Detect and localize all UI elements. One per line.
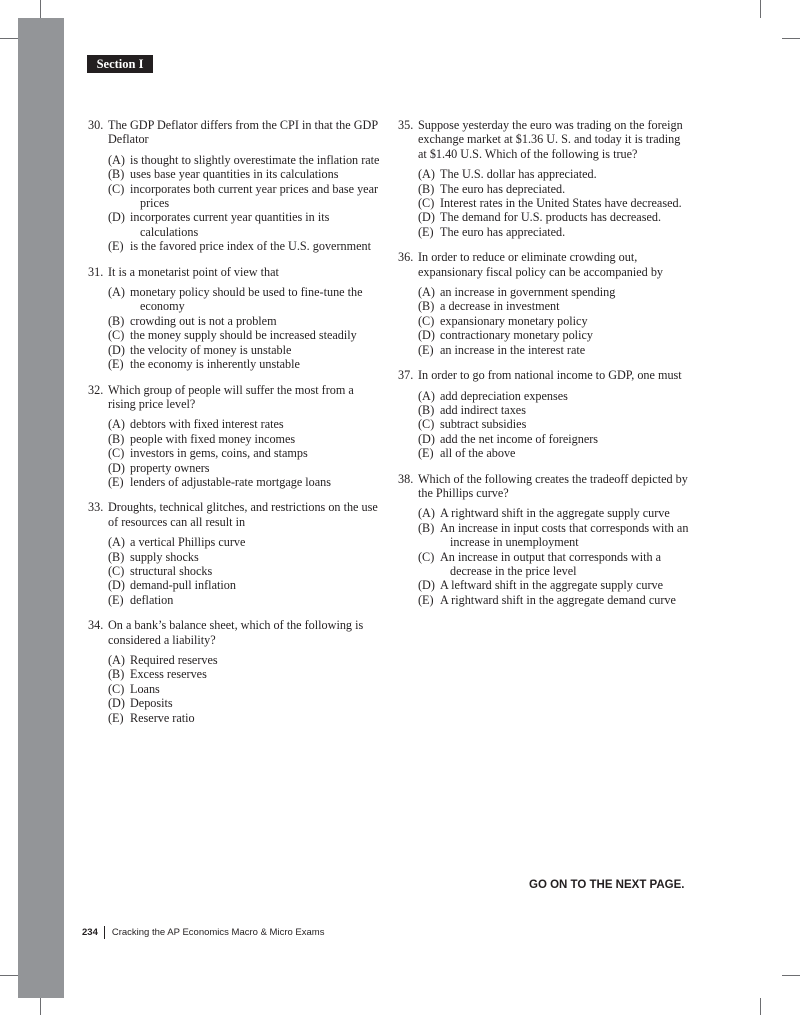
option-text: Deposits [130, 696, 173, 711]
option-text: is the favored price index of the U.S. government [130, 239, 371, 254]
question-34 [88, 618, 380, 725]
section-label: Section I [87, 55, 153, 73]
answer-options [108, 285, 380, 371]
option-text: property owners [130, 460, 210, 475]
left-question-column [88, 118, 380, 736]
answer-option [418, 196, 690, 210]
option-label: (D) [108, 460, 125, 475]
answer-options [108, 417, 380, 489]
option-text: The demand for U.S. products has decreased. [440, 210, 661, 225]
page-margin-bar [18, 18, 64, 998]
option-text: supply shocks [130, 549, 199, 564]
option-label: (A) [418, 285, 435, 300]
option-text: structural shocks [130, 563, 213, 578]
answer-option [108, 593, 380, 607]
answer-option [108, 239, 380, 253]
question-number: 32. [88, 382, 104, 397]
option-label: (A) [108, 152, 125, 167]
crop-mark [782, 975, 800, 976]
question-text: In order to go from national income to GDP, one must [418, 368, 682, 383]
answer-option [418, 403, 690, 417]
question-number: 34. [88, 618, 104, 633]
question-text: In order to reduce or eliminate crowding out, expansionary fiscal policy can be accompanied by [418, 250, 664, 279]
option-text: is thought to slightly overestimate the inflation rate [130, 152, 380, 167]
answer-option [108, 357, 380, 371]
option-text: Reserve ratio [130, 710, 195, 725]
question-text: Droughts, technical glitches, and restrictions on the use of resources can all result in [108, 500, 378, 529]
answer-option [418, 593, 690, 607]
option-label: (C) [108, 681, 125, 696]
question-38 [398, 472, 690, 608]
option-label: (E) [108, 239, 124, 254]
answer-options [108, 153, 380, 254]
question-stem [398, 118, 690, 161]
answer-options [108, 535, 380, 607]
option-label: (A) [418, 167, 435, 182]
option-label: (E) [418, 224, 434, 239]
answer-option [418, 417, 690, 431]
question-text: The GDP Deflator differs from the CPI in that the GDP Deflator [108, 118, 378, 147]
answer-options [418, 167, 690, 239]
answer-option [108, 564, 380, 578]
answer-option [108, 167, 380, 181]
option-text: a decrease in investment [440, 299, 560, 314]
answer-options [418, 506, 690, 607]
answer-option [418, 314, 690, 328]
answer-option [108, 328, 380, 342]
option-label: (E) [108, 592, 124, 607]
page-number: 234 [82, 927, 98, 938]
option-label: (C) [418, 196, 435, 211]
option-label: (D) [418, 210, 435, 225]
question-stem [398, 472, 690, 501]
question-number: 36. [398, 250, 414, 265]
option-label: (B) [108, 431, 125, 446]
question-stem [88, 383, 380, 412]
option-label: (C) [418, 417, 435, 432]
option-label: (D) [418, 578, 435, 593]
option-text: The U.S. dollar has appreciated. [440, 167, 597, 182]
option-text: The euro has appreciated. [440, 224, 566, 239]
question-text: It is a monetarist point of view that [108, 264, 279, 279]
answer-option [108, 285, 380, 314]
answer-options [418, 389, 690, 461]
question-32 [88, 383, 380, 490]
answer-option [418, 328, 690, 342]
question-31 [88, 265, 380, 372]
question-30 [88, 118, 380, 254]
option-text: Loans [130, 681, 160, 696]
answer-option [108, 475, 380, 489]
answer-option [418, 285, 690, 299]
option-text: subtract subsidies [440, 417, 527, 432]
option-label: (B) [108, 549, 125, 564]
option-text: investors in gems, coins, and stamps [130, 446, 308, 461]
option-text: an increase in the interest rate [440, 342, 586, 357]
option-text: An increase in output that corresponds with a decrease in the price level [440, 549, 662, 578]
option-text: A rightward shift in the aggregate supply curve [440, 506, 670, 521]
option-label: (E) [108, 474, 124, 489]
option-label: (A) [108, 653, 125, 667]
answer-option [418, 432, 690, 446]
option-label: (A) [418, 506, 435, 521]
page-footer [82, 926, 324, 939]
option-text: Required reserves [130, 653, 218, 667]
option-label: (A) [108, 285, 125, 300]
option-text: monetary policy should be used to fine-tune the economy [130, 285, 363, 314]
option-label: (B) [418, 299, 435, 314]
option-label: (C) [418, 313, 435, 328]
option-label: (C) [108, 181, 125, 196]
answer-option [108, 550, 380, 564]
answer-option [418, 167, 690, 181]
option-label: (E) [418, 342, 434, 357]
answer-options [418, 285, 690, 357]
answer-option [418, 210, 690, 224]
question-stem [88, 618, 380, 647]
option-text: lenders of adjustable-rate mortgage loans [130, 474, 332, 489]
book-title: Cracking the AP Economics Macro & Micro Exams [111, 927, 325, 938]
answer-options [108, 653, 380, 725]
footer-divider [104, 926, 105, 939]
option-text: add indirect taxes [440, 402, 526, 417]
option-label: (A) [108, 417, 125, 432]
option-label: (B) [418, 402, 435, 417]
answer-option [418, 182, 690, 196]
answer-option [418, 506, 690, 520]
crop-mark [782, 38, 800, 39]
answer-option [108, 314, 380, 328]
option-label: (B) [418, 181, 435, 196]
answer-option [108, 210, 380, 239]
option-label: (E) [108, 710, 124, 725]
option-text: uses base year quantities in its calculations [130, 167, 339, 182]
option-label: (C) [108, 328, 125, 343]
option-text: A rightward shift in the aggregate demand curve [440, 592, 676, 607]
option-label: (A) [108, 535, 125, 550]
option-text: debtors with fixed interest rates [130, 417, 284, 432]
question-stem [398, 368, 690, 382]
answer-option [108, 461, 380, 475]
option-label: (E) [108, 357, 124, 372]
answer-option [418, 446, 690, 460]
answer-option [108, 182, 380, 211]
question-text: Which of the following creates the tradeoff depicted by the Phillips curve? [418, 471, 688, 500]
question-text: On a bank’s balance sheet, which of the following is considered a liability? [108, 618, 364, 647]
crop-mark [40, 998, 41, 1015]
answer-option [418, 578, 690, 592]
question-text: Suppose yesterday the euro was trading on the foreign exchange market at $1.36 U. S. and today it is trading at $1.40 U.S. Which of the following is true? [418, 118, 683, 161]
answer-option [108, 653, 380, 667]
answer-option [108, 432, 380, 446]
answer-option [108, 711, 380, 725]
option-label: (B) [418, 520, 435, 535]
answer-option [418, 521, 690, 550]
option-text: an increase in government spending [440, 285, 616, 300]
option-label: (C) [108, 563, 125, 578]
question-stem [88, 500, 380, 529]
answer-option [108, 696, 380, 710]
option-label: (B) [108, 313, 125, 328]
answer-option [108, 682, 380, 696]
option-label: (D) [418, 328, 435, 343]
go-on-notice: GO ON TO THE NEXT PAGE. [529, 879, 685, 891]
crop-mark [0, 38, 18, 39]
question-33 [88, 500, 380, 607]
option-label: (D) [418, 431, 435, 446]
right-question-column [398, 118, 690, 618]
option-text: a vertical Phillips curve [130, 535, 246, 550]
question-number: 35. [398, 118, 414, 132]
option-text: the velocity of money is unstable [130, 342, 292, 357]
answer-option [418, 389, 690, 403]
crop-mark [40, 0, 41, 18]
question-number: 30. [88, 118, 104, 132]
question-36 [398, 250, 690, 357]
option-label: (B) [108, 167, 125, 182]
option-text: incorporates current year quantities in its calculations [130, 210, 330, 239]
option-text: Interest rates in the United States have decreased. [440, 196, 682, 211]
option-text: An increase in input costs that corresponds with an increase in unemployment [440, 520, 689, 550]
option-label: (A) [418, 388, 435, 403]
answer-option [418, 343, 690, 357]
option-text: contractionary monetary policy [440, 328, 593, 343]
option-text: incorporates both current year prices and base year prices [130, 181, 379, 211]
option-text: add depreciation expenses [440, 388, 568, 403]
question-stem [88, 265, 380, 279]
option-text: expansionary monetary policy [440, 313, 588, 328]
option-label: (C) [418, 549, 435, 564]
question-35 [398, 118, 690, 239]
option-label: (B) [108, 667, 125, 682]
question-text: Which group of people will suffer the most from a rising price level? [108, 382, 354, 411]
crop-mark [760, 0, 761, 18]
question-37 [398, 368, 690, 460]
answer-option [418, 550, 690, 579]
option-text: people with fixed money incomes [130, 431, 296, 446]
option-text: all of the above [440, 446, 516, 461]
answer-option [108, 417, 380, 431]
option-label: (E) [418, 592, 434, 607]
option-text: crowding out is not a problem [130, 313, 277, 328]
answer-option [108, 446, 380, 460]
question-number: 31. [88, 264, 104, 279]
option-text: add the net income of foreigners [440, 431, 599, 446]
option-label: (E) [418, 446, 434, 461]
crop-mark [0, 975, 18, 976]
answer-option [108, 535, 380, 549]
option-text: the money supply should be increased steadily [130, 328, 357, 343]
crop-mark [760, 998, 761, 1015]
option-text: the economy is inherently unstable [130, 357, 300, 372]
option-label: (D) [108, 210, 125, 225]
question-number: 38. [398, 471, 414, 486]
option-label: (C) [108, 446, 125, 461]
question-number: 33. [88, 500, 104, 515]
option-text: Excess reserves [130, 667, 207, 682]
option-text: demand-pull inflation [130, 578, 236, 593]
answer-option [108, 153, 380, 167]
option-text: The euro has depreciated. [440, 181, 566, 196]
option-text: A leftward shift in the aggregate supply curve [440, 578, 664, 593]
answer-option [108, 578, 380, 592]
question-stem [88, 118, 380, 147]
question-stem [398, 250, 690, 279]
answer-option [418, 299, 690, 313]
answer-option [418, 225, 690, 239]
answer-option [108, 667, 380, 681]
answer-option [108, 343, 380, 357]
question-number: 37. [398, 368, 414, 383]
option-label: (D) [108, 578, 125, 593]
option-label: (D) [108, 342, 125, 357]
option-label: (D) [108, 696, 125, 711]
option-text: deflation [130, 592, 174, 607]
